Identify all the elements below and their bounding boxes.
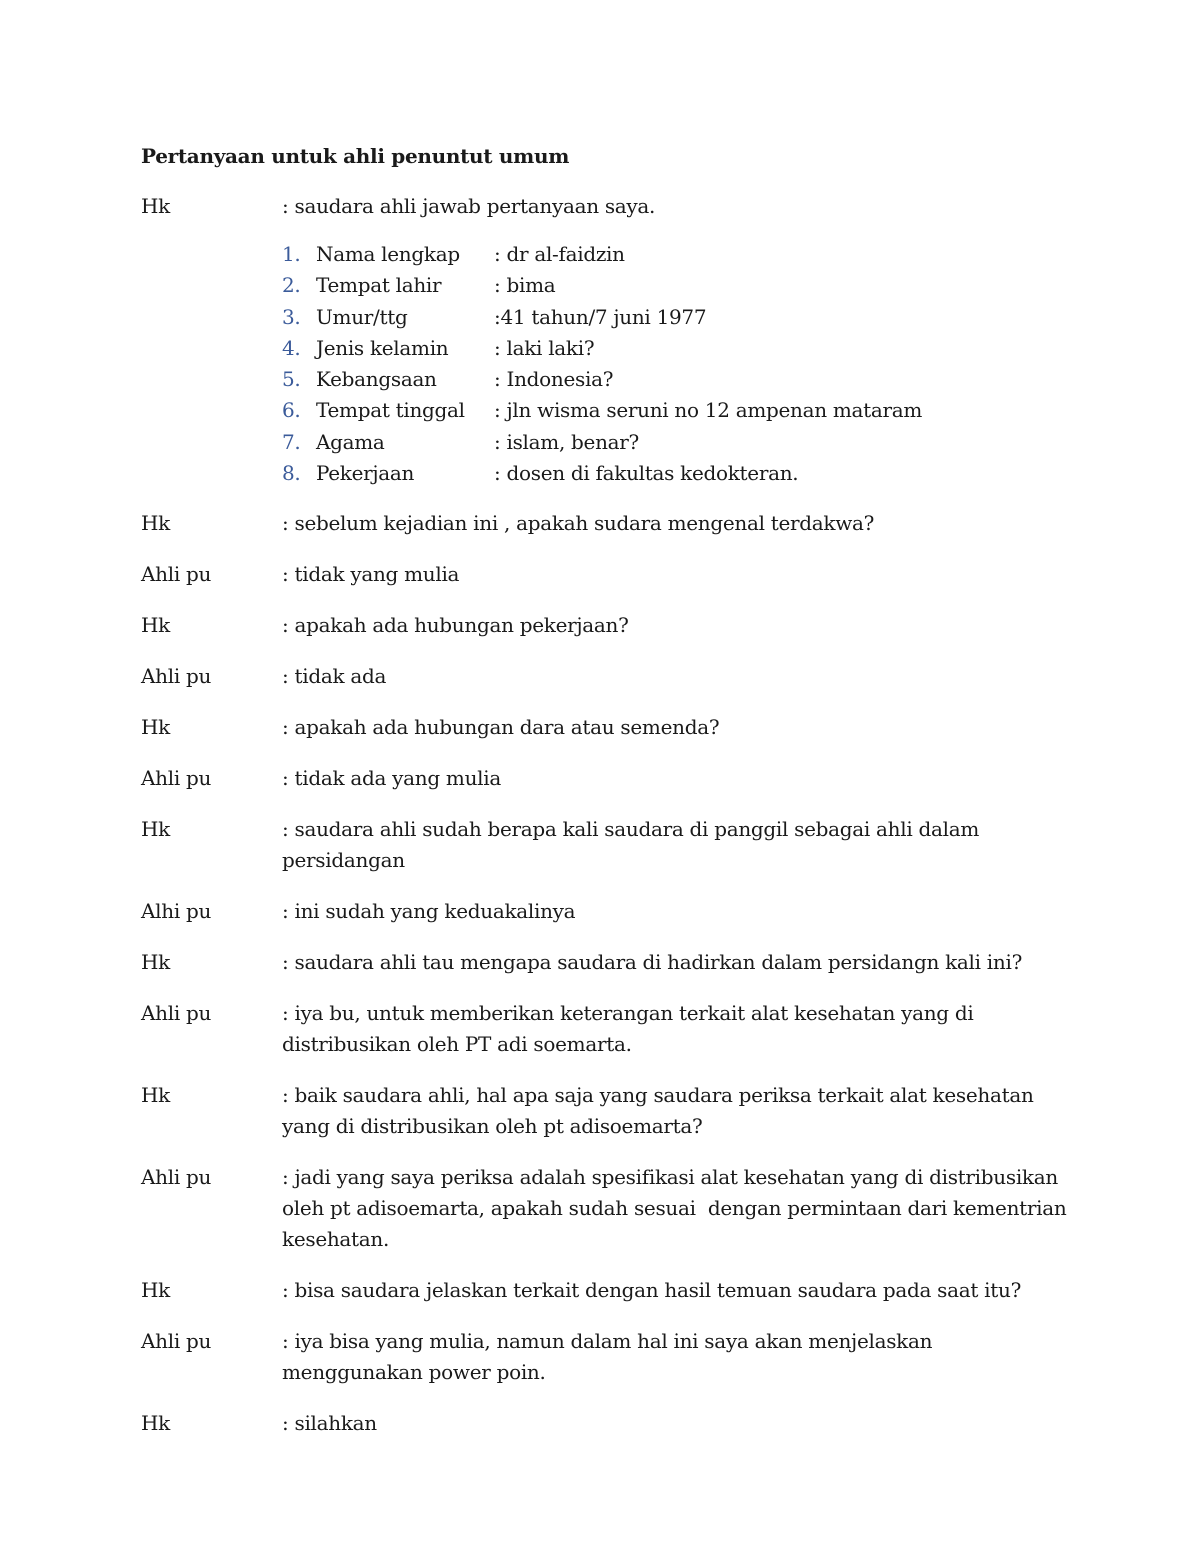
dialogue-row <box>141 610 1071 641</box>
speaker-text: : saudara ahli sudah berapa kali saudara di panggil sebagai ahli dalam persidangan <box>282 817 986 873</box>
dialogue-row <box>141 661 1071 692</box>
speaker-label: Hk <box>141 715 170 740</box>
dialogue-row <box>141 559 1071 590</box>
speaker-text: : tidak ada <box>282 664 387 689</box>
dialogue-row <box>141 1162 1071 1255</box>
list-item <box>282 364 1071 395</box>
speaker-label: Hk <box>141 1083 170 1108</box>
identity-list <box>141 239 1071 489</box>
speaker-label: Ahli pu <box>141 1329 212 1354</box>
speaker-text: : tidak yang mulia <box>282 562 460 587</box>
speaker-label: Ahli pu <box>141 664 212 689</box>
speaker-label: Hk <box>141 613 170 638</box>
list-item <box>282 239 1071 270</box>
dialogue-row <box>141 1275 1071 1306</box>
list-number: 4. <box>282 335 301 360</box>
speaker-text: : sebelum kejadian ini , apakah sudara mengenal terdakwa? <box>282 511 875 536</box>
list-value: : dosen di fakultas kedokteran. <box>494 461 799 486</box>
dialogue-row <box>141 1408 1071 1439</box>
list-label: Nama lengkap <box>316 242 460 266</box>
dialogue-row <box>141 947 1071 978</box>
speaker-text: : jadi yang saya periksa adalah spesifikasi alat kesehatan yang di distribusikan oleh pt adisoemarta, apakah sudah sesuai dengan permintaan dari kementrian kesehatan. <box>282 1165 1073 1252</box>
list-value: : bima <box>494 273 556 298</box>
list-label: Tempat lahir <box>316 273 442 298</box>
speaker-text: : baik saudara ahli, hal apa saja yang saudara periksa terkait alat kesehatan yang di distribusikan oleh pt adisoemarta? <box>282 1083 1040 1139</box>
speaker-text: : ini sudah yang keduakalinya <box>282 899 576 924</box>
list-label: Pekerjaan <box>316 461 415 486</box>
list-label: Kebangsaan <box>316 367 437 392</box>
speaker-text: : iya bu, untuk memberikan keterangan terkait alat kesehatan yang di distribusikan oleh PT adi soemarta. <box>282 1001 980 1057</box>
list-value: : dr al-faidzin <box>494 242 625 266</box>
speaker-text: : iya bisa yang mulia, namun dalam hal ini saya akan menjelaskan menggunakan power poin. <box>282 1329 939 1385</box>
speaker-text: : apakah ada hubungan dara atau semenda? <box>282 715 720 740</box>
list-value: : jln wisma seruni no 12 ampenan mataram <box>494 398 923 423</box>
speaker-label: Hk <box>141 1411 170 1436</box>
speaker-text: : saudara ahli tau mengapa saudara di hadirkan dalam persidangn kali ini? <box>282 950 1022 975</box>
list-number: 8. <box>282 461 301 486</box>
list-number: 3. <box>282 304 301 329</box>
list-label: Jenis kelamin <box>316 335 449 360</box>
dialogue-row <box>141 814 1071 876</box>
list-number: 7. <box>282 429 301 454</box>
list-value: : laki laki? <box>494 335 595 360</box>
list-item <box>282 458 1071 489</box>
document-page <box>141 140 1071 1459</box>
list-label: Umur/ttg <box>316 304 408 329</box>
list-value: : islam, benar? <box>494 429 639 454</box>
speaker-label: Ahli pu <box>141 766 212 791</box>
dialogue-row <box>141 896 1071 927</box>
list-item <box>282 270 1071 301</box>
speaker-text: : saudara ahli jawab pertanyaan saya. <box>282 194 656 218</box>
list-number: 2. <box>282 273 301 298</box>
list-item <box>282 395 1071 426</box>
document-title: Pertanyaan untuk ahli penuntut umum <box>141 144 570 168</box>
speaker-label: Ahli pu <box>141 1165 212 1190</box>
list-number: 5. <box>282 367 301 392</box>
speaker-label: Hk <box>141 511 170 536</box>
speaker-text: : bisa saudara jelaskan terkait dengan hasil temuan saudara pada saat itu? <box>282 1278 1022 1303</box>
speaker-label: Ahli pu <box>141 1001 212 1026</box>
speaker-label: Alhi pu <box>141 899 212 924</box>
dialogue-row <box>141 998 1071 1060</box>
dialogue-row <box>141 1080 1071 1142</box>
speaker-label: Hk <box>141 194 170 218</box>
list-value: : Indonesia? <box>494 367 614 392</box>
dialogue-row <box>141 763 1071 794</box>
speaker-text: : tidak ada yang mulia <box>282 766 501 791</box>
list-number: 6. <box>282 398 301 423</box>
speaker-label: Hk <box>141 1278 170 1303</box>
dialogue-row <box>141 1326 1071 1388</box>
list-item <box>282 333 1071 364</box>
speaker-label: Hk <box>141 817 170 842</box>
list-number: 1. <box>282 242 301 266</box>
dialogue-row <box>141 508 1071 539</box>
speaker-text: : silahkan <box>282 1411 377 1436</box>
list-value: :41 tahun/7 juni 1977 <box>494 304 707 329</box>
dialogue-row <box>141 712 1071 743</box>
list-item <box>282 302 1071 333</box>
list-item <box>282 427 1071 458</box>
speaker-label: Hk <box>141 950 170 975</box>
list-label: Tempat tinggal <box>316 398 465 423</box>
speaker-text: : apakah ada hubungan pekerjaan? <box>282 613 629 638</box>
list-label: Agama <box>316 429 385 454</box>
speaker-label: Ahli pu <box>141 562 212 587</box>
intro-row <box>141 191 1071 222</box>
